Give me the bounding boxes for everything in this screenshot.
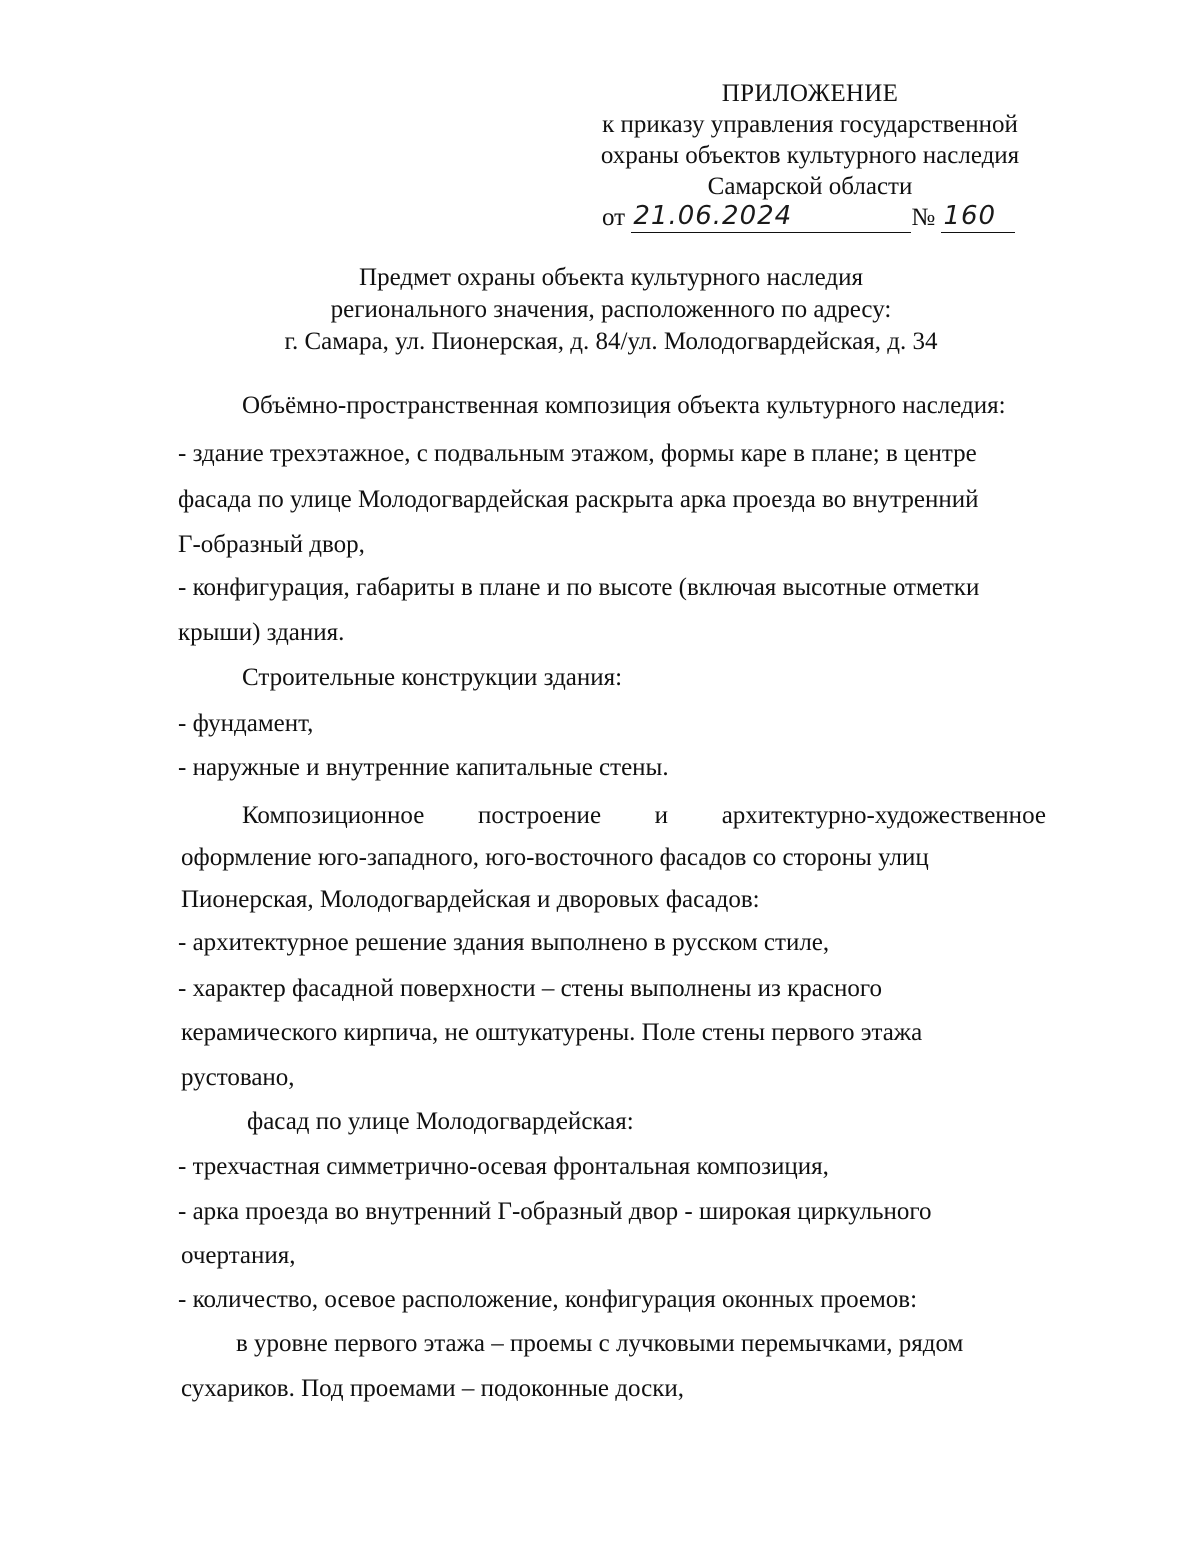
paragraph-heading bbox=[242, 802, 1046, 830]
heading-word: построение bbox=[477, 802, 602, 829]
handwritten-date: 21.06.2024 bbox=[633, 201, 793, 231]
appendix-line-3: Самарской области bbox=[707, 173, 913, 200]
appendix-line-1: к приказу управления государственной bbox=[602, 111, 1018, 138]
text-line: в уровне первого этажа – проемы с лучковыми перемычками, рядом bbox=[236, 1330, 964, 1357]
appendix-title: ПРИЛОЖЕНИЕ bbox=[721, 80, 899, 107]
heading-word: и bbox=[654, 802, 669, 829]
paragraph-heading: Объёмно-пространственная композиция объекта культурного наследия: bbox=[242, 392, 1006, 419]
text-line: - трехчастная симметрично-осевая фронтальная композиция, bbox=[178, 1153, 829, 1180]
text-line: крыши) здания. bbox=[178, 619, 345, 646]
paragraph-heading: фасад по улице Молодогвардейская: bbox=[247, 1108, 634, 1135]
text-line: - архитектурное решение здания выполнено в русском стиле, bbox=[178, 929, 830, 956]
date-field bbox=[631, 201, 911, 233]
text-line: - количество, осевое расположение, конфигурация оконных проемов: bbox=[178, 1286, 918, 1313]
document-subject bbox=[200, 262, 1022, 358]
number-field bbox=[941, 201, 1015, 233]
appendix-header bbox=[560, 78, 1060, 234]
text-line: Пионерская, Молодогвардейская и дворовых фасадов: bbox=[181, 886, 760, 913]
date-prefix: от bbox=[602, 204, 626, 231]
text-line: оформление юго-западного, юго-восточного фасадов со стороны улиц bbox=[181, 844, 929, 871]
heading-word: архитектурно-художественное bbox=[721, 802, 1046, 829]
text-line: - характер фасадной поверхности – стены выполнены из красного bbox=[178, 975, 883, 1002]
subject-line-2: регионального значения, расположенного по адресу: bbox=[330, 296, 892, 323]
text-line: - фундамент, bbox=[178, 710, 314, 737]
text-line: керамического кирпича, не оштукатурены. Поле стены первого этажа bbox=[181, 1019, 923, 1046]
order-date-number bbox=[560, 202, 1060, 234]
handwritten-number: 160 bbox=[943, 201, 997, 231]
subject-line-1: Предмет охраны объекта культурного наследия bbox=[359, 264, 863, 291]
number-prefix: № bbox=[911, 204, 936, 231]
text-line: фасада по улице Молодогвардейская раскрыта арка проезда во внутренний bbox=[178, 486, 979, 513]
heading-word: Композиционное bbox=[242, 802, 425, 829]
text-line: рустовано, bbox=[181, 1064, 295, 1091]
text-line: - конфигурация, габариты в плане и по высоте (включая высотные отметки bbox=[178, 574, 980, 601]
paragraph-heading: Строительные конструкции здания: bbox=[242, 664, 623, 691]
text-line: - наружные и внутренние капитальные стены. bbox=[178, 754, 669, 781]
text-line: очертания, bbox=[181, 1242, 296, 1269]
text-line: сухариков. Под проемами – подоконные доски, bbox=[181, 1375, 684, 1402]
text-line: - арка проезда во внутренний Г-образный двор - широкая циркульного bbox=[178, 1198, 932, 1225]
text-line: - здание трехэтажное, с подвальным этажом, формы каре в плане; в центре bbox=[178, 440, 977, 467]
text-line: Г-образный двор, bbox=[178, 531, 365, 558]
appendix-line-2: охраны объектов культурного наследия bbox=[600, 142, 1020, 169]
subject-line-3: г. Самара, ул. Пионерская, д. 84/ул. Молодогвардейская, д. 34 bbox=[284, 328, 938, 355]
